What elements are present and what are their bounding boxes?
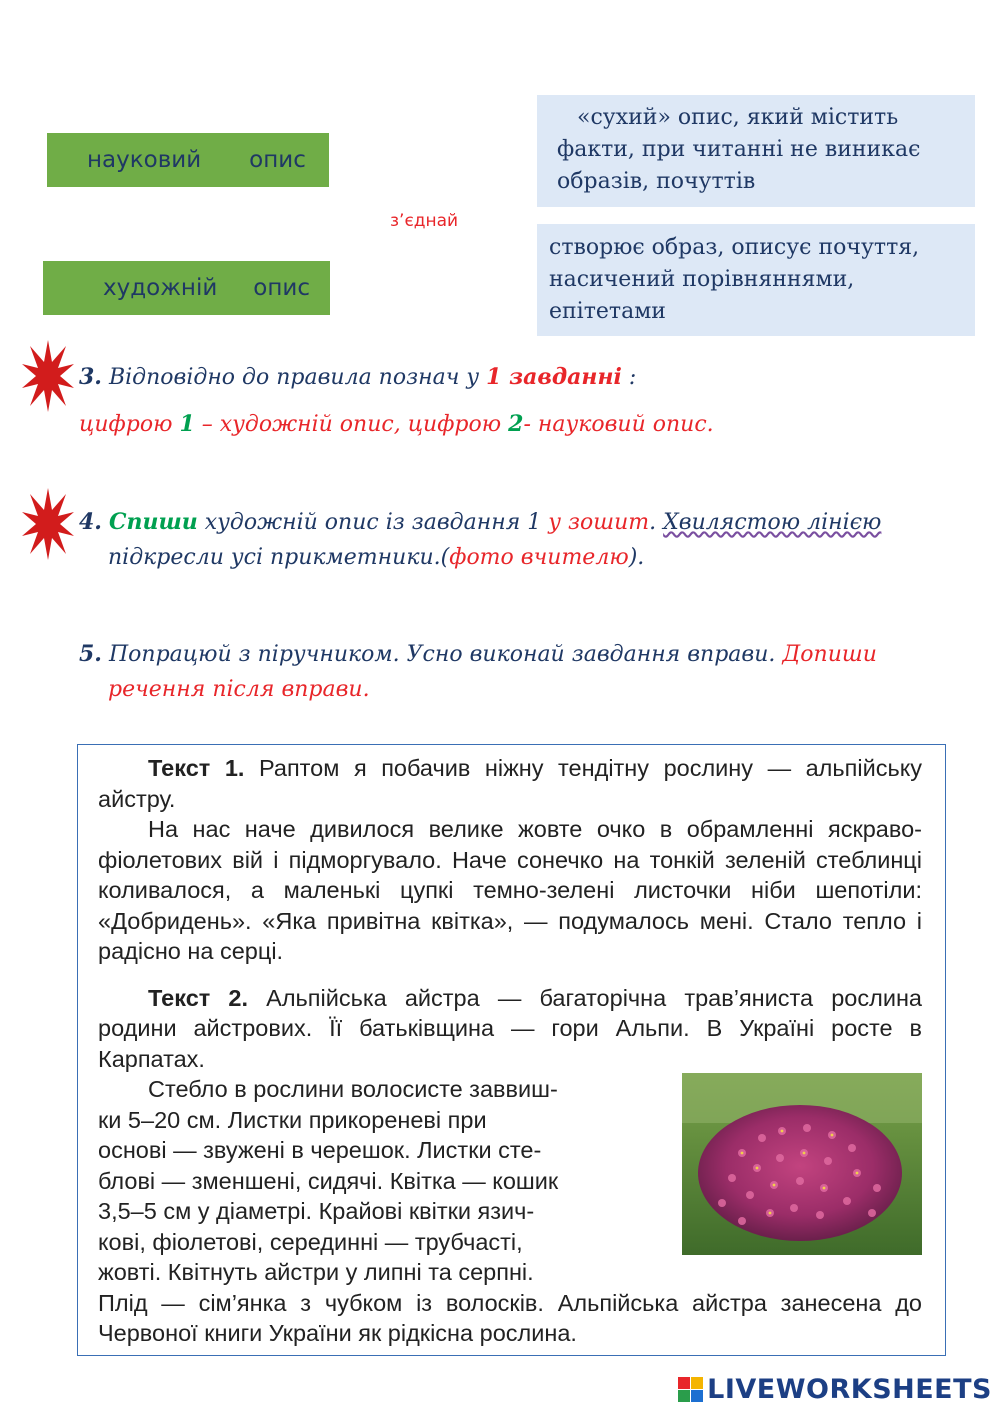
text2-last-paragraph: Плід — сім’янка з чубком із волосків. Альпійська айстра занесена до Червоної книги України як рідкісна рослина. (98, 1289, 922, 1346)
task-highlight: фото вчителю (449, 545, 629, 570)
task-4 (79, 505, 989, 575)
task-text: : (628, 365, 637, 390)
text1-title: Текст 1. (148, 755, 245, 781)
brand-name: LIVEWORKSHEETS (707, 1374, 992, 1405)
text2-line: кові, фіолетові, серединні — трубчасті, (98, 1228, 523, 1255)
task-5 (79, 637, 989, 707)
task-text: Попрацюй з піручником. Усно виконай завдання вправи. (108, 642, 776, 667)
text1-sentence: Раптом я побачив ніжну тендітну рослину — альпійську айстру. (98, 755, 922, 812)
text2-line: 3,5–5 см у діаметрі. Крайові квітки язич- (98, 1198, 535, 1224)
task-number: 5. (79, 641, 102, 667)
text2-line: основі — звужені в черешок. Листки сте- (98, 1137, 542, 1163)
task-highlight: речення після вправи. (108, 677, 370, 702)
task-highlight: 1 завданні (486, 364, 622, 390)
task-number: 4. (79, 509, 102, 535)
text2-line: блові — зменшені, сидячі. Квітка — кошик (98, 1167, 559, 1194)
definition-line: факти, при читанні не виникає (557, 137, 921, 162)
task-text: – художній опис, цифрою (201, 412, 502, 437)
task-wavy-text: Хвилястою лінією (663, 510, 882, 535)
task-text: . (649, 510, 657, 535)
task-highlight: у зошит (548, 510, 650, 535)
task-3 (79, 360, 979, 442)
definition-line: створює образ, описує почуття, (549, 235, 920, 260)
text2-line: жовті. Квітнуть айстри у липні та серпні. (98, 1259, 534, 1285)
text2-sentence: Альпійська айстра — багаторічна трав’яниста рослина родини айстрових. Її батьківщина — гори Альпи. В Україні росте в Карпатах. (98, 984, 922, 1072)
definition-line: насичений порівняннями, (549, 267, 855, 292)
text2-wrapped-lines (98, 1074, 656, 1288)
task-text: художній опис із завдання 1 (204, 510, 542, 535)
task-text: цифрою (79, 412, 173, 437)
task-verb: Спиши (108, 509, 198, 535)
textbook-excerpt (77, 744, 946, 1356)
star-burst-icon (22, 488, 74, 560)
task-digit: 2 (508, 411, 524, 437)
match-item-word: опис (249, 147, 306, 173)
definition-line: образів, почуттів (557, 169, 756, 194)
definition-line: «сухий» опис, який містить (577, 105, 899, 130)
text1-body: На нас наче дивилося велике жовте очко в обрамленні яскраво-фіолетових вій і підморгувало. Наче сонечко на тонкій зеленій стеблинці коливалося, а маленькі цупкі темно-зелені листочки ніби шепотіли: «Добридень». «Яка привітна квітка», — подумалось мені. Стало тепло і радісно на серці. (98, 816, 922, 964)
match-definition-image[interactable] (537, 224, 975, 336)
task-text: Відповідно до правила познач у (108, 365, 480, 390)
liveworksheets-logo (678, 1374, 992, 1405)
definition-line: епітетами (549, 299, 666, 324)
star-burst-icon (22, 340, 74, 412)
task-text: - науковий опис. (523, 412, 714, 437)
text2-line: Стебло в рослини волосисте заввиш- (148, 1076, 558, 1102)
task-text: ). (628, 545, 645, 570)
text2-paragraph (98, 983, 922, 1075)
text2-title: Текст 2. (148, 984, 249, 1011)
aster-photo (682, 1073, 922, 1255)
connect-label: з’єднай (390, 211, 459, 231)
match-item-word: науковий (87, 147, 202, 173)
match-item-word: художній (103, 275, 218, 301)
task-text: підкресли усі прикметники.( (108, 545, 450, 570)
task-highlight: Допиши (782, 642, 877, 667)
match-definition-dry[interactable] (537, 95, 975, 207)
match-item-word: опис (253, 275, 310, 301)
task-digit: 1 (179, 411, 195, 437)
text2-line: ки 5–20 см. Листки прикореневі при (98, 1106, 487, 1133)
logo-mark-icon (678, 1377, 703, 1402)
match-item-artistic[interactable] (43, 261, 330, 315)
task-number: 3. (79, 364, 102, 390)
text1-paragraph (98, 753, 922, 814)
match-item-scientific[interactable] (47, 133, 329, 187)
